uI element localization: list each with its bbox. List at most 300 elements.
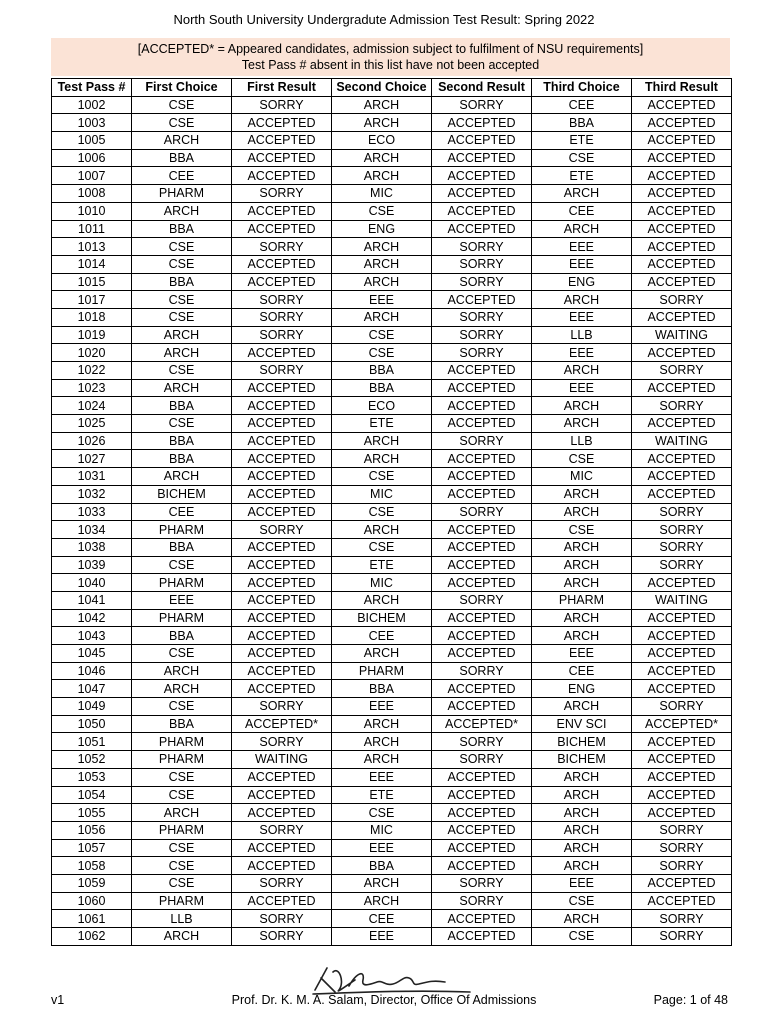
second-choice-cell: ARCH <box>332 715 432 733</box>
test-pass-cell: 1027 <box>52 450 132 468</box>
third-choice-cell: ENG <box>532 273 632 291</box>
first-choice-cell: CSE <box>132 768 232 786</box>
third-result-cell: ACCEPTED <box>632 415 732 433</box>
second-choice-cell: MIC <box>332 485 432 503</box>
first-result-cell: ACCEPTED <box>232 114 332 132</box>
first-result-cell: ACCEPTED <box>232 220 332 238</box>
test-pass-cell: 1005 <box>52 132 132 150</box>
test-pass-cell: 1013 <box>52 238 132 256</box>
third-choice-cell: ARCH <box>532 804 632 822</box>
first-result-cell: SORRY <box>232 185 332 203</box>
third-choice-cell: ARCH <box>532 627 632 645</box>
test-pass-cell: 1058 <box>52 857 132 875</box>
second-result-cell: ACCEPTED <box>432 574 532 592</box>
first-result-cell: ACCEPTED <box>232 768 332 786</box>
first-result-cell: ACCEPTED <box>232 450 332 468</box>
third-result-cell: SORRY <box>632 821 732 839</box>
second-result-cell: ACCEPTED <box>432 114 532 132</box>
second-result-cell: SORRY <box>432 751 532 769</box>
table-row <box>52 362 732 380</box>
second-choice-cell: EEE <box>332 839 432 857</box>
third-result-cell: SORRY <box>632 857 732 875</box>
third-choice-cell: EEE <box>532 379 632 397</box>
table-row <box>52 910 732 928</box>
second-choice-cell: ARCH <box>332 892 432 910</box>
second-result-cell: ACCEPTED <box>432 220 532 238</box>
third-result-cell: ACCEPTED <box>632 892 732 910</box>
table-row <box>52 291 732 309</box>
table-row <box>52 185 732 203</box>
test-pass-cell: 1049 <box>52 698 132 716</box>
table-row <box>52 892 732 910</box>
third-result-cell: SORRY <box>632 928 732 946</box>
second-choice-cell: CEE <box>332 910 432 928</box>
test-pass-cell: 1023 <box>52 379 132 397</box>
third-choice-cell: EEE <box>532 645 632 663</box>
second-choice-cell: ARCH <box>332 450 432 468</box>
second-choice-cell: CSE <box>332 503 432 521</box>
first-result-cell: SORRY <box>232 291 332 309</box>
first-result-cell: ACCEPTED <box>232 379 332 397</box>
third-choice-cell: ENG <box>532 680 632 698</box>
third-choice-cell: ARCH <box>532 556 632 574</box>
table-row <box>52 627 732 645</box>
second-result-cell: SORRY <box>432 892 532 910</box>
third-result-cell: ACCEPTED <box>632 308 732 326</box>
third-result-cell: SORRY <box>632 698 732 716</box>
test-pass-cell: 1022 <box>52 362 132 380</box>
table-row <box>52 556 732 574</box>
table-row <box>52 645 732 663</box>
column-header: Third Result <box>632 79 732 97</box>
first-choice-cell: PHARM <box>132 185 232 203</box>
second-choice-cell: ARCH <box>332 591 432 609</box>
first-choice-cell: BBA <box>132 432 232 450</box>
table-row <box>52 928 732 946</box>
first-choice-cell: ARCH <box>132 928 232 946</box>
third-result-cell: ACCEPTED <box>632 733 732 751</box>
first-choice-cell: BBA <box>132 273 232 291</box>
table-row <box>52 874 732 892</box>
test-pass-cell: 1032 <box>52 485 132 503</box>
second-result-cell: SORRY <box>432 308 532 326</box>
first-result-cell: ACCEPTED <box>232 255 332 273</box>
first-result-cell: ACCEPTED* <box>232 715 332 733</box>
table-row <box>52 768 732 786</box>
second-choice-cell: ARCH <box>332 167 432 185</box>
second-choice-cell: CSE <box>332 468 432 486</box>
header-row <box>52 79 732 97</box>
column-header: Second Choice <box>332 79 432 97</box>
second-result-cell: SORRY <box>432 238 532 256</box>
second-choice-cell: ARCH <box>332 432 432 450</box>
second-choice-cell: ECO <box>332 132 432 150</box>
first-choice-cell: CSE <box>132 96 232 114</box>
first-choice-cell: CSE <box>132 238 232 256</box>
second-result-cell: ACCEPTED <box>432 645 532 663</box>
second-result-cell: ACCEPTED <box>432 450 532 468</box>
second-result-cell: ACCEPTED <box>432 609 532 627</box>
second-choice-cell: BBA <box>332 379 432 397</box>
third-choice-cell: ARCH <box>532 220 632 238</box>
notice-banner <box>51 38 730 76</box>
second-result-cell: SORRY <box>432 591 532 609</box>
table-row <box>52 96 732 114</box>
table-row <box>52 397 732 415</box>
test-pass-cell: 1047 <box>52 680 132 698</box>
third-choice-cell: EEE <box>532 308 632 326</box>
third-result-cell: ACCEPTED <box>632 96 732 114</box>
test-pass-cell: 1002 <box>52 96 132 114</box>
first-choice-cell: CSE <box>132 291 232 309</box>
third-choice-cell: PHARM <box>532 591 632 609</box>
second-choice-cell: ARCH <box>332 733 432 751</box>
first-result-cell: ACCEPTED <box>232 503 332 521</box>
table-row <box>52 432 732 450</box>
first-choice-cell: CSE <box>132 645 232 663</box>
first-choice-cell: PHARM <box>132 733 232 751</box>
first-result-cell: SORRY <box>232 362 332 380</box>
third-result-cell: WAITING <box>632 432 732 450</box>
first-choice-cell: ARCH <box>132 326 232 344</box>
second-choice-cell: CSE <box>332 202 432 220</box>
table-row <box>52 326 732 344</box>
second-result-cell: ACCEPTED <box>432 928 532 946</box>
third-choice-cell: ARCH <box>532 857 632 875</box>
second-result-cell: SORRY <box>432 326 532 344</box>
test-pass-cell: 1026 <box>52 432 132 450</box>
second-result-cell: SORRY <box>432 96 532 114</box>
first-result-cell: ACCEPTED <box>232 415 332 433</box>
first-choice-cell: PHARM <box>132 751 232 769</box>
third-result-cell: ACCEPTED <box>632 768 732 786</box>
first-choice-cell: CSE <box>132 415 232 433</box>
first-choice-cell: BBA <box>132 538 232 556</box>
first-result-cell: ACCEPTED <box>232 468 332 486</box>
first-result-cell: ACCEPTED <box>232 591 332 609</box>
first-result-cell: ACCEPTED <box>232 202 332 220</box>
second-result-cell: SORRY <box>432 255 532 273</box>
first-result-cell: ACCEPTED <box>232 645 332 663</box>
second-result-cell: ACCEPTED <box>432 521 532 539</box>
column-header: First Choice <box>132 79 232 97</box>
test-pass-cell: 1015 <box>52 273 132 291</box>
third-result-cell: SORRY <box>632 362 732 380</box>
first-choice-cell: LLB <box>132 910 232 928</box>
third-choice-cell: ETE <box>532 132 632 150</box>
notice-line-1: [ACCEPTED* = Appeared candidates, admission subject to fulfilment of NSU requirements] <box>137 42 644 56</box>
first-choice-cell: BBA <box>132 627 232 645</box>
first-choice-cell: ARCH <box>132 379 232 397</box>
third-result-cell: ACCEPTED <box>632 344 732 362</box>
second-choice-cell: ETE <box>332 786 432 804</box>
third-result-cell: WAITING <box>632 591 732 609</box>
first-choice-cell: ARCH <box>132 680 232 698</box>
test-pass-cell: 1045 <box>52 645 132 663</box>
second-result-cell: ACCEPTED <box>432 468 532 486</box>
second-result-cell: ACCEPTED <box>432 291 532 309</box>
first-result-cell: ACCEPTED <box>232 804 332 822</box>
test-pass-cell: 1059 <box>52 874 132 892</box>
second-result-cell: ACCEPTED <box>432 379 532 397</box>
second-choice-cell: ARCH <box>332 273 432 291</box>
third-choice-cell: ENV SCI <box>532 715 632 733</box>
third-choice-cell: CEE <box>532 202 632 220</box>
second-result-cell: ACCEPTED <box>432 185 532 203</box>
table-row <box>52 202 732 220</box>
test-pass-cell: 1060 <box>52 892 132 910</box>
second-result-cell: SORRY <box>432 273 532 291</box>
first-result-cell: SORRY <box>232 521 332 539</box>
table-row <box>52 857 732 875</box>
table-row <box>52 308 732 326</box>
test-pass-cell: 1024 <box>52 397 132 415</box>
third-choice-cell: ARCH <box>532 397 632 415</box>
table-row <box>52 521 732 539</box>
third-result-cell: SORRY <box>632 839 732 857</box>
first-choice-cell: ARCH <box>132 662 232 680</box>
first-choice-cell: PHARM <box>132 892 232 910</box>
first-result-cell: ACCEPTED <box>232 149 332 167</box>
third-result-cell: ACCEPTED <box>632 132 732 150</box>
third-result-cell: ACCEPTED <box>632 662 732 680</box>
third-choice-cell: CEE <box>532 662 632 680</box>
test-pass-cell: 1052 <box>52 751 132 769</box>
table-row <box>52 609 732 627</box>
first-choice-cell: CSE <box>132 698 232 716</box>
first-result-cell: ACCEPTED <box>232 609 332 627</box>
test-pass-cell: 1062 <box>52 928 132 946</box>
second-result-cell: ACCEPTED <box>432 132 532 150</box>
second-choice-cell: ARCH <box>332 645 432 663</box>
test-pass-cell: 1007 <box>52 167 132 185</box>
table-row <box>52 238 732 256</box>
test-pass-cell: 1033 <box>52 503 132 521</box>
second-result-cell: SORRY <box>432 344 532 362</box>
table-row <box>52 751 732 769</box>
test-pass-cell: 1003 <box>52 114 132 132</box>
third-result-cell: ACCEPTED <box>632 874 732 892</box>
second-choice-cell: PHARM <box>332 662 432 680</box>
second-result-cell: ACCEPTED <box>432 821 532 839</box>
second-result-cell: ACCEPTED <box>432 538 532 556</box>
second-choice-cell: ARCH <box>332 874 432 892</box>
third-choice-cell: ARCH <box>532 362 632 380</box>
test-pass-cell: 1054 <box>52 786 132 804</box>
third-choice-cell: ARCH <box>532 821 632 839</box>
second-choice-cell: MIC <box>332 821 432 839</box>
third-choice-cell: EEE <box>532 344 632 362</box>
second-choice-cell: BBA <box>332 680 432 698</box>
third-choice-cell: EEE <box>532 874 632 892</box>
first-choice-cell: CSE <box>132 308 232 326</box>
table-row <box>52 503 732 521</box>
second-result-cell: ACCEPTED <box>432 397 532 415</box>
second-choice-cell: ARCH <box>332 521 432 539</box>
third-result-cell: ACCEPTED <box>632 751 732 769</box>
third-result-cell: ACCEPTED <box>632 379 732 397</box>
third-result-cell: ACCEPTED <box>632 804 732 822</box>
second-choice-cell: CSE <box>332 538 432 556</box>
test-pass-cell: 1017 <box>52 291 132 309</box>
first-result-cell: ACCEPTED <box>232 538 332 556</box>
test-pass-cell: 1034 <box>52 521 132 539</box>
first-result-cell: ACCEPTED <box>232 397 332 415</box>
first-result-cell: SORRY <box>232 326 332 344</box>
second-result-cell: ACCEPTED <box>432 167 532 185</box>
test-pass-cell: 1019 <box>52 326 132 344</box>
second-choice-cell: BBA <box>332 857 432 875</box>
second-result-cell: SORRY <box>432 503 532 521</box>
first-result-cell: SORRY <box>232 698 332 716</box>
third-choice-cell: CSE <box>532 892 632 910</box>
table-row <box>52 379 732 397</box>
second-choice-cell: ARCH <box>332 149 432 167</box>
second-result-cell: ACCEPTED <box>432 556 532 574</box>
test-pass-cell: 1057 <box>52 839 132 857</box>
table-row <box>52 698 732 716</box>
second-result-cell: ACCEPTED* <box>432 715 532 733</box>
test-pass-cell: 1031 <box>52 468 132 486</box>
third-result-cell: SORRY <box>632 556 732 574</box>
second-choice-cell: ARCH <box>332 308 432 326</box>
second-result-cell: ACCEPTED <box>432 804 532 822</box>
third-result-cell: ACCEPTED <box>632 149 732 167</box>
third-result-cell: SORRY <box>632 503 732 521</box>
table-row <box>52 468 732 486</box>
third-result-cell: ACCEPTED <box>632 220 732 238</box>
table-row <box>52 132 732 150</box>
test-pass-cell: 1053 <box>52 768 132 786</box>
first-choice-cell: CSE <box>132 255 232 273</box>
third-choice-cell: ARCH <box>532 768 632 786</box>
first-result-cell: ACCEPTED <box>232 857 332 875</box>
table-row <box>52 715 732 733</box>
first-choice-cell: ARCH <box>132 468 232 486</box>
third-choice-cell: ARCH <box>532 574 632 592</box>
third-result-cell: ACCEPTED <box>632 238 732 256</box>
table-row <box>52 167 732 185</box>
third-result-cell: ACCEPTED <box>632 468 732 486</box>
third-result-cell: SORRY <box>632 397 732 415</box>
first-result-cell: WAITING <box>232 751 332 769</box>
column-header: Third Choice <box>532 79 632 97</box>
third-result-cell: ACCEPTED <box>632 786 732 804</box>
first-result-cell: ACCEPTED <box>232 556 332 574</box>
third-result-cell: ACCEPTED <box>632 185 732 203</box>
second-result-cell: SORRY <box>432 432 532 450</box>
third-result-cell: ACCEPTED <box>632 114 732 132</box>
table-row <box>52 733 732 751</box>
second-choice-cell: CSE <box>332 344 432 362</box>
column-header: Test Pass # <box>52 79 132 97</box>
test-pass-cell: 1011 <box>52 220 132 238</box>
first-choice-cell: CSE <box>132 839 232 857</box>
table-row <box>52 662 732 680</box>
first-result-cell: ACCEPTED <box>232 432 332 450</box>
third-choice-cell: BICHEM <box>532 751 632 769</box>
table-row <box>52 591 732 609</box>
first-result-cell: SORRY <box>232 874 332 892</box>
third-result-cell: ACCEPTED <box>632 574 732 592</box>
table-row <box>52 680 732 698</box>
first-result-cell: ACCEPTED <box>232 662 332 680</box>
third-result-cell: SORRY <box>632 291 732 309</box>
second-result-cell: ACCEPTED <box>432 415 532 433</box>
test-pass-cell: 1055 <box>52 804 132 822</box>
table-row <box>52 821 732 839</box>
first-choice-cell: PHARM <box>132 609 232 627</box>
second-choice-cell: ARCH <box>332 114 432 132</box>
second-result-cell: SORRY <box>432 733 532 751</box>
first-choice-cell: ARCH <box>132 344 232 362</box>
first-choice-cell: ARCH <box>132 804 232 822</box>
second-result-cell: ACCEPTED <box>432 910 532 928</box>
first-result-cell: ACCEPTED <box>232 273 332 291</box>
first-result-cell: ACCEPTED <box>232 680 332 698</box>
second-result-cell: ACCEPTED <box>432 768 532 786</box>
third-choice-cell: ARCH <box>532 538 632 556</box>
test-pass-cell: 1061 <box>52 910 132 928</box>
table-row <box>52 415 732 433</box>
first-choice-cell: CSE <box>132 114 232 132</box>
table-row <box>52 450 732 468</box>
second-choice-cell: MIC <box>332 574 432 592</box>
test-pass-cell: 1038 <box>52 538 132 556</box>
test-pass-cell: 1006 <box>52 149 132 167</box>
results-body <box>52 96 732 945</box>
second-result-cell: ACCEPTED <box>432 839 532 857</box>
second-choice-cell: EEE <box>332 291 432 309</box>
first-result-cell: ACCEPTED <box>232 485 332 503</box>
test-pass-cell: 1042 <box>52 609 132 627</box>
second-choice-cell: ECO <box>332 397 432 415</box>
second-choice-cell: EEE <box>332 928 432 946</box>
first-choice-cell: BBA <box>132 450 232 468</box>
second-choice-cell: CSE <box>332 804 432 822</box>
second-choice-cell: ENG <box>332 220 432 238</box>
first-result-cell: ACCEPTED <box>232 839 332 857</box>
first-choice-cell: CSE <box>132 786 232 804</box>
third-choice-cell: CSE <box>532 928 632 946</box>
second-choice-cell: ARCH <box>332 255 432 273</box>
first-result-cell: ACCEPTED <box>232 344 332 362</box>
version-label: v1 <box>51 993 65 1007</box>
second-result-cell: ACCEPTED <box>432 485 532 503</box>
test-pass-cell: 1008 <box>52 185 132 203</box>
third-choice-cell: ARCH <box>532 185 632 203</box>
third-choice-cell: ARCH <box>532 786 632 804</box>
table-row <box>52 786 732 804</box>
test-pass-cell: 1020 <box>52 344 132 362</box>
third-choice-cell: EEE <box>532 255 632 273</box>
first-choice-cell: PHARM <box>132 521 232 539</box>
test-pass-cell: 1018 <box>52 308 132 326</box>
third-result-cell: ACCEPTED <box>632 645 732 663</box>
third-choice-cell: CSE <box>532 149 632 167</box>
second-result-cell: ACCEPTED <box>432 149 532 167</box>
second-result-cell: ACCEPTED <box>432 786 532 804</box>
first-choice-cell: BICHEM <box>132 485 232 503</box>
first-choice-cell: ARCH <box>132 132 232 150</box>
test-pass-cell: 1010 <box>52 202 132 220</box>
first-result-cell: ACCEPTED <box>232 627 332 645</box>
first-result-cell: SORRY <box>232 910 332 928</box>
first-choice-cell: EEE <box>132 591 232 609</box>
second-choice-cell: EEE <box>332 768 432 786</box>
second-result-cell: ACCEPTED <box>432 857 532 875</box>
first-choice-cell: CEE <box>132 503 232 521</box>
